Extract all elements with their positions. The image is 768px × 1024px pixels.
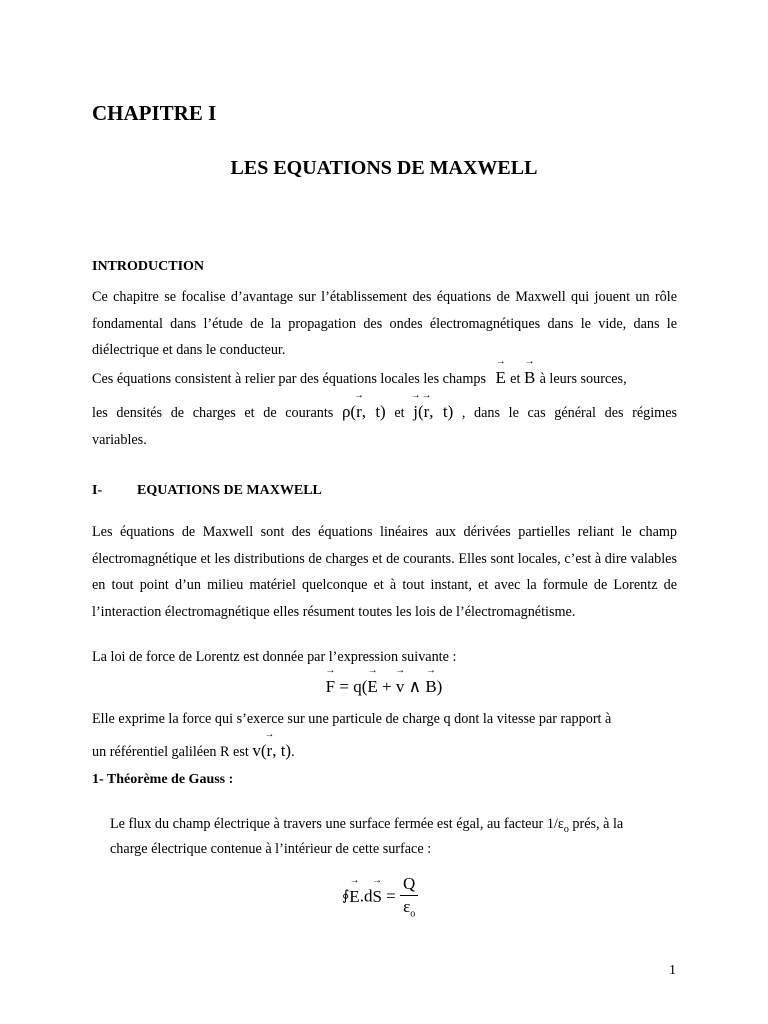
intro-fields-text-end: à leurs sources,	[539, 371, 627, 387]
velocity-expression: v(→ r, t)	[252, 741, 291, 760]
intro-sources-line	[92, 402, 677, 423]
intro-fields-text: Ces équations consistent à relier par des équations locales les champs	[92, 371, 486, 387]
velocity-line: un référentiel galiléen R est v(→ r, t).	[92, 741, 677, 762]
intro-heading: INTRODUCTION	[92, 259, 205, 274]
section-heading: EQUATIONS DE MAXWELL	[137, 483, 322, 498]
intro-paragraph: Ce chapitre se focalise d’avantage sur l’établissement des équations de Maxwell qui jouent un rôle fondamental dans l’étude de la propagation des ondes électromagnétiques dans le vide, dans le diélectrique et dans le conducteur.	[92, 289, 677, 358]
intro-fields-line	[92, 368, 677, 389]
conjunction-et-2: et	[394, 405, 405, 421]
section-number: I-	[92, 483, 103, 498]
chapter-label: CHAPITRE I	[92, 101, 217, 125]
page-title: LES EQUATIONS DE MAXWELL	[230, 157, 538, 179]
intro-variables: variables.	[92, 432, 147, 448]
lorentz-intro: La loi de force de Lorentz est donnée par l’expression suivante :	[92, 649, 457, 665]
charge-density: ρ(→ r, t)	[342, 402, 386, 421]
gauss-statement-2: charge électrique contenue à l’intérieur de cette surface :	[110, 841, 432, 857]
lorentz-equation: → F = q(→ E + → v ∧ → B)	[0, 677, 768, 697]
vector-B: → B	[524, 368, 535, 388]
vector-E: → E	[496, 368, 506, 388]
gauss-equation: ∮→ E.d→ S = $\frac{Q}{\varepsilon_o}$	[342, 874, 418, 919]
gauss-statement: Le flux du champ électrique à travers une surface fermée est égal, au facteur $1/\varepsilon_o$ prés, à la	[110, 816, 624, 835]
conjunction-et: et	[510, 371, 521, 387]
gauss-heading: 1- Théorème de Gauss :	[92, 772, 234, 787]
section-paragraph: Les équations de Maxwell sont des équations linéaires aux dérivées partielles reliant le champ électromagnétique et les distributions de charges et de courants. Elles sont locales, c’est à dire valables en tout point d’un milieu matériel quelconque et à tout instant, et avec la formule de Lorentz de l’interaction électromagnétique elles résument toutes les lois de l’électromagnétisme.	[92, 524, 677, 620]
intro-sources-text: les densités de charges et de courants	[92, 405, 334, 421]
page-number: 1	[669, 963, 676, 978]
force-description: Elle exprime la force qui s’exerce sur une particule de charge q dont la vitesse par rapport à	[92, 711, 612, 727]
current-density: → j(→ r, t)	[413, 402, 453, 421]
intro-sources-text-end: , dans le cas général des régimes	[461, 405, 678, 421]
